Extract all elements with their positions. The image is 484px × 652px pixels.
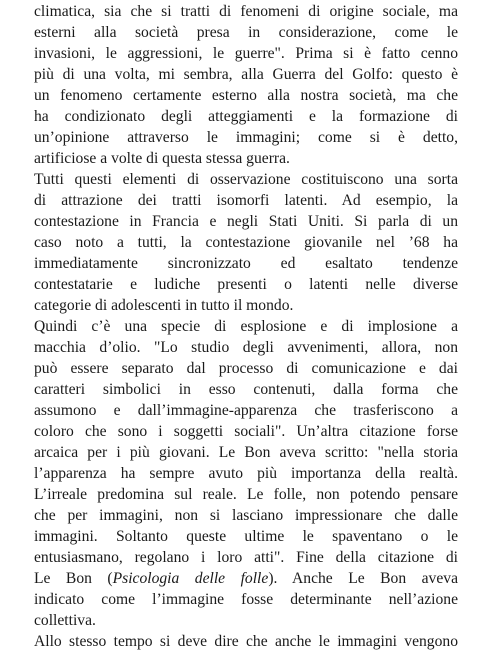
- text-line: esterni alla società presa in considerazione, come le: [34, 24, 458, 41]
- text-line: immagini. Soltanto queste ultime le spaventano o le: [34, 528, 458, 545]
- text-line: caso noto a tutti, la contestazione giovanile nel ’68 ha: [34, 234, 458, 251]
- text-line: artificiose a volte di questa stessa guerra.: [34, 150, 290, 167]
- text-line: caratteri simbolici in esso contenuti, dalla forma che: [34, 381, 458, 398]
- text-line: collettiva.: [34, 612, 96, 629]
- text-line: contestatarie e ludiche presenti o latenti nelle diverse: [34, 276, 458, 293]
- text-line: un fenomeno certamente esterno alla nostra società, ma che: [34, 87, 458, 104]
- text-line: Allo stesso tempo si deve dire che anche le immagini vengono: [34, 633, 458, 650]
- text-line: Tutti questi elementi di osservazione costituiscono una sorta: [34, 171, 458, 188]
- text-line: l’apparenza ha sempre avuto più importanza della realtà.: [34, 465, 458, 482]
- text-line: un’opinione attraverso le immagini; come si è detto,: [34, 129, 458, 146]
- text-line: arcaica per i più giovani. Le Bon aveva scritto: "nella storia: [34, 444, 458, 461]
- text-line: immediatamente sincronizzato ed esaltato tendenze: [34, 255, 458, 272]
- text-line: coloro che sono i soggetti sociali". Un’altra citazione forse: [34, 423, 458, 440]
- text-line: indicato come l’immagine fosse determinante nell’azione: [34, 591, 458, 608]
- text-line: che per immagini, non si lasciano impressionare che dalle: [34, 507, 458, 524]
- text-line: di attrazione dei tratti isomorfi latenti. Ad esempio, la: [34, 192, 458, 209]
- text-line: entusiasmano, regolano i loro atti". Fine della citazione di: [34, 549, 458, 566]
- text-line: invasioni, le aggressioni, le guerre". Prima si è fatto cenno: [34, 45, 458, 62]
- document-page: [34, 0, 458, 650]
- text-line: L’irreale predomina sul reale. Le folle, non potendo pensare: [34, 486, 458, 503]
- text-line: assumono e dall’immagine-apparenza che trasferiscono a: [34, 402, 458, 419]
- text-line: contestazione in Francia e negli Stati Uniti. Si parla di un: [34, 213, 458, 230]
- text-line: Le Bon (Psicologia delle folle). Anche Le Bon aveva: [34, 570, 458, 587]
- text-line: macchia d’olio. "Lo studio degli avvenimenti, allora, non: [34, 339, 458, 356]
- text-line: ha condizionato degli atteggiamenti e la formazione di: [34, 108, 458, 125]
- text-line: categorie di adolescenti in tutto il mondo.: [34, 297, 294, 314]
- text-line: Quindi c’è una specie di esplosione e di implosione a: [34, 318, 458, 335]
- text-line: climatica, sia che si tratti di fenomeni di origine sociale, ma: [34, 3, 458, 20]
- text-line: più di una volta, mi sembra, alla Guerra del Golfo: questo è: [34, 66, 458, 83]
- text-line: può essere separato dal processo di comunicazione e dai: [34, 360, 458, 377]
- book-title: Psicologia delle folle: [112, 570, 269, 587]
